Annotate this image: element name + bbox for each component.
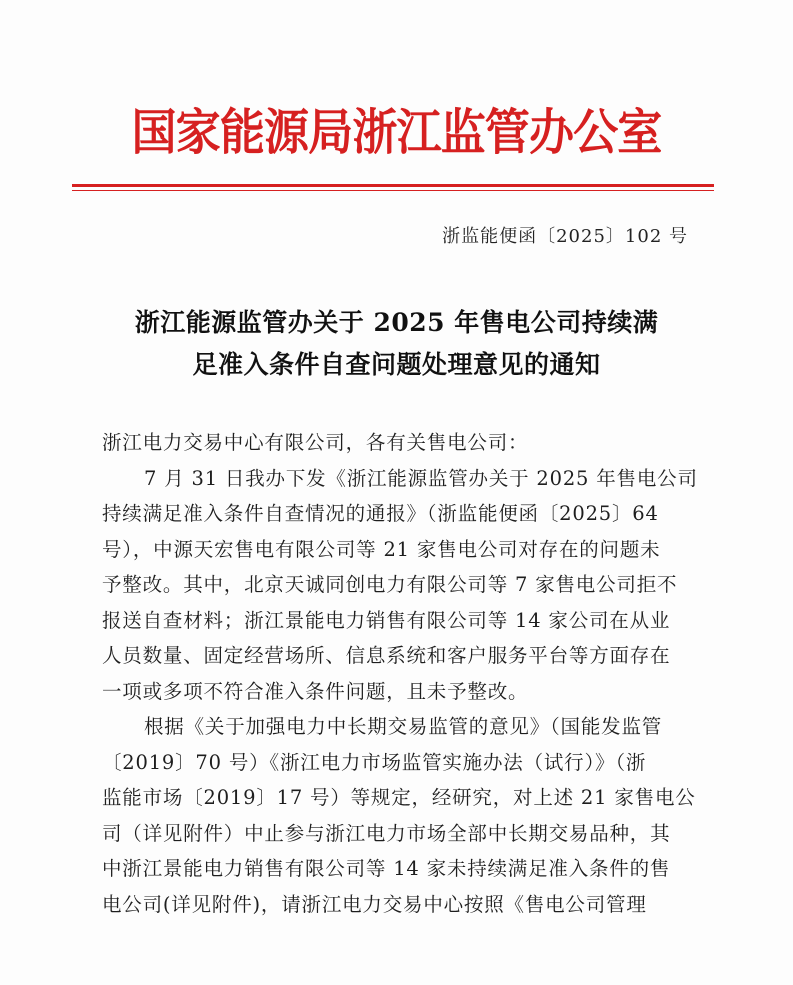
masthead-red-rule xyxy=(72,184,714,187)
masthead-red-rule-thin xyxy=(72,190,714,191)
paragraph-1-line: 人员数量、固定经营场所、信息系统和客户服务平台等方面存在 xyxy=(102,644,671,667)
paragraph-2-line: 根据《关于加强电力中长期交易监管的意见》（国能发监管 xyxy=(144,715,663,738)
document-title xyxy=(60,302,733,386)
paragraph-1-line: 一项或多项不符合准入条件问题，且未予整改。 xyxy=(102,679,529,703)
paragraph-2-line: 监能市场〔2019〕17 号）等规定，经研究，对上述 21 家售电公 xyxy=(102,786,696,809)
title-line-1: 浙江能源监管办关于 2025 年售电公司持续满 xyxy=(134,308,659,337)
paragraph-2-line: 电公司(详见附件)，请浙江电力交易中心按照《售电公司管理 xyxy=(102,892,647,916)
title-line-2: 足准入条件自查问题处理意见的通知 xyxy=(192,350,601,379)
document-body xyxy=(102,425,698,922)
paragraph-1-line: 予整改。其中，北京天诚同创电力有限公司等 7 家售电公司拒不 xyxy=(102,573,678,596)
paragraph-2-line: 司（详见附件）中止参与浙江电力市场全部中长期交易品种，其 xyxy=(102,821,671,845)
paragraph-1-line: 持续满足准入条件自查情况的通报》（浙监能便函〔2025〕64 xyxy=(102,502,659,525)
paragraph-1-line: 报送自查材料；浙江景能电力销售有限公司等 14 家公司在从业 xyxy=(102,608,671,632)
paragraph-1-line: 号），中源天宏售电有限公司等 21 家售电公司对存在的问题未 xyxy=(102,537,661,561)
paragraph-2-line: 中浙江景能电力销售有限公司等 14 家未持续满足准入条件的售 xyxy=(102,857,671,880)
salutation: 浙江电力交易中心有限公司，各有关售电公司： xyxy=(102,431,529,454)
paragraph-2-line: 〔2019〕70 号）《浙江电力市场监管实施办法（试行）》（浙 xyxy=(102,750,647,774)
document-number: 浙监能便函〔2025〕102 号 xyxy=(442,226,688,247)
paragraph-1-line: 7 月 31 日我办下发《浙江能源监管办关于 2025 年售电公司 xyxy=(144,466,698,490)
masthead-org-name: 国家能源局浙江监管办公室 xyxy=(131,103,662,161)
